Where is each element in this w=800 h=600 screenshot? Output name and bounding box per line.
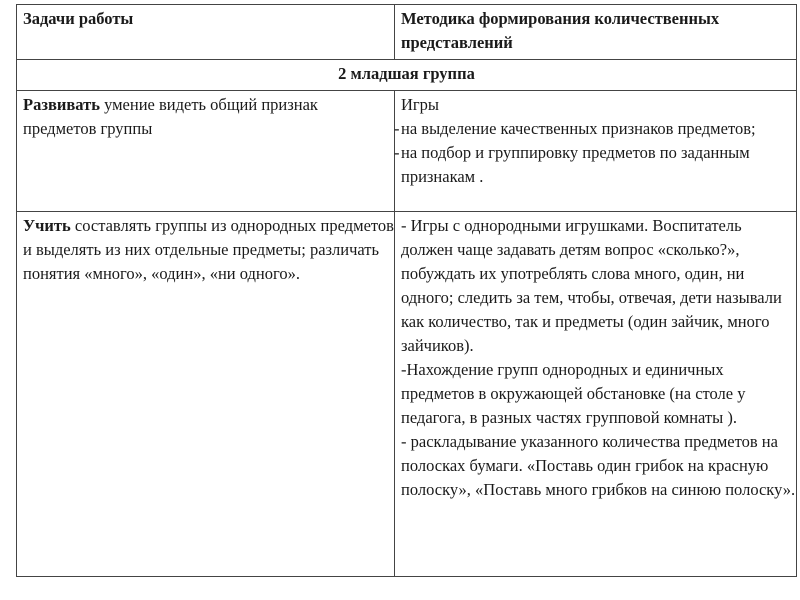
- task-verb: Учить: [23, 216, 71, 235]
- table-row: [17, 212, 797, 577]
- group-row: [17, 60, 797, 91]
- method-paragraph: -Нахождение групп однородных и единичных предметов в окружающей обстановке (на столе у педагога, в разных частях групповой комнаты ).: [401, 360, 746, 427]
- table-row: [17, 91, 797, 212]
- header-tasks: Задачи работы: [17, 5, 395, 60]
- list-item-text: на выделение качественных признаков предметов;: [401, 119, 756, 138]
- list-item: [394, 117, 796, 141]
- list-item: [394, 141, 796, 189]
- dash-marker: -: [394, 119, 400, 138]
- dash-marker: -: [394, 143, 400, 162]
- task-cell: [17, 212, 395, 577]
- task-cell: [17, 91, 395, 212]
- method-intro: Игры: [401, 95, 440, 114]
- method-paragraph: - раскладывание указанного количества предметов на полосках бумаги. «Поставь один грибок на красную полоску», «Поставь много грибков на синюю полоску».: [401, 432, 796, 499]
- task-text: умение видеть общий признак предметов группы: [23, 95, 318, 138]
- method-cell: [395, 91, 797, 212]
- header-row: [17, 5, 797, 60]
- list-item-text: на подбор и группировку предметов по заданным признакам .: [401, 143, 750, 186]
- group-title: 2 младшая группа: [17, 60, 797, 91]
- method-cell: [395, 212, 797, 577]
- method-paragraph: - Игры с однородными игрушками. Воспитатель должен чаще задавать детям вопрос «сколько?», побуждать их употреблять слова много, один, ни одного; следить за тем, чтобы, отвечая, дети называли как количество, так и предметы (один зайчик, много зайчиков).: [401, 216, 782, 355]
- task-text: составлять группы из однородных предметов и выделять из них отдельные предметы; различать понятия «много», «один», «ни одного».: [23, 216, 394, 283]
- methodology-table: [16, 4, 797, 577]
- task-verb: Развивать: [23, 95, 100, 114]
- header-methodology: Методика формирования количественных представлений: [395, 5, 797, 60]
